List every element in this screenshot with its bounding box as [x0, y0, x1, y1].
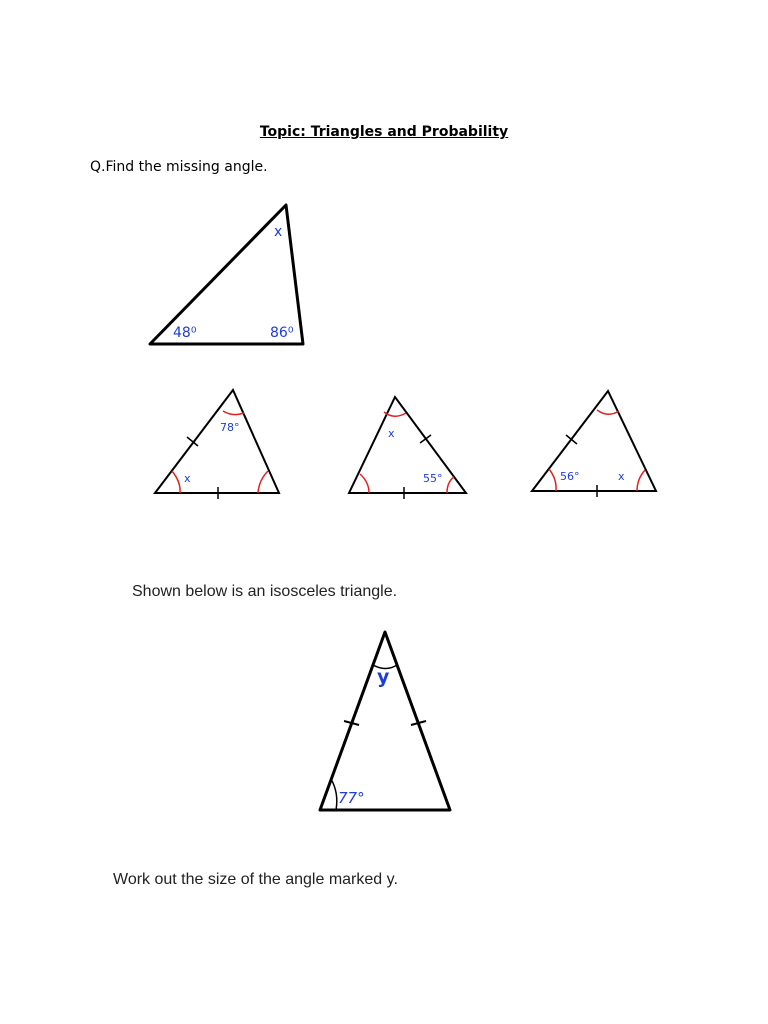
- triangle-3-top-label: x: [388, 427, 395, 440]
- triangle-2-top-angle: 78°: [220, 421, 240, 434]
- triangle-4-right-arc: [637, 470, 645, 491]
- isosceles-top-label: y: [377, 666, 390, 688]
- triangle-4-top-arc: [597, 410, 619, 414]
- triangle-4-left-arc: [549, 469, 556, 491]
- triangle-2: [155, 390, 279, 499]
- triangle-3: [349, 397, 466, 499]
- triangle-2-left-label: x: [184, 472, 191, 485]
- triangle-3-right-arc: [447, 477, 454, 493]
- triangle-4: [532, 391, 656, 497]
- page-title: Topic: Triangles and Probability: [259, 124, 509, 140]
- question-text: Q.Find the missing angle.: [90, 159, 268, 175]
- triangle-1-left-angle: 48⁰: [173, 325, 197, 341]
- triangle-4-right-label: x: [618, 470, 625, 483]
- triangle-2-top-arc: [223, 411, 244, 415]
- isosceles-base-angle: 77°: [338, 789, 365, 807]
- triangle-1-top-label: x: [274, 224, 283, 240]
- triangle-1-right-angle: 86⁰: [270, 325, 294, 341]
- isosceles-base-arc: [331, 779, 337, 810]
- triangle-4-left-angle: 56°: [560, 470, 580, 483]
- triangle-2-left-arc: [172, 471, 180, 493]
- triangle-3-right-angle: 55°: [423, 472, 443, 485]
- isosceles-instruction-text: Work out the size of the angle marked y.: [113, 871, 398, 888]
- triangle-2-right-arc: [258, 471, 268, 493]
- isosceles-triangle: [320, 632, 450, 810]
- triangle-3-left-arc: [360, 474, 369, 493]
- isosceles-intro-text: Shown below is an isosceles triangle.: [132, 583, 398, 600]
- triangle-1: [150, 205, 303, 344]
